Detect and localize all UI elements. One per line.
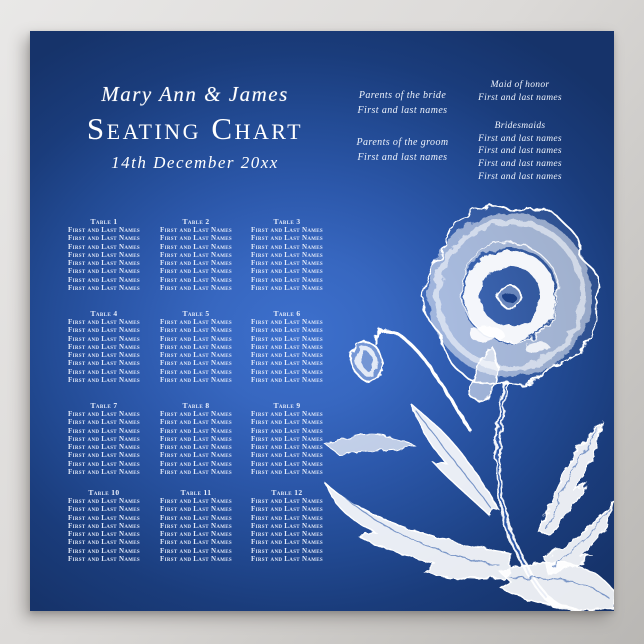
honor-roles-bridal-party bbox=[445, 79, 595, 199]
guest-name: First and Last Names bbox=[251, 242, 323, 251]
guest-name: First and Last Names bbox=[160, 259, 232, 268]
guest-name: First and Last Names bbox=[251, 267, 323, 276]
guest-name: First and Last Names bbox=[251, 250, 323, 259]
guest-name: First and Last Names bbox=[251, 434, 323, 443]
guest-name: First and Last Names bbox=[68, 434, 140, 443]
poppy-blade-leaf bbox=[325, 435, 416, 454]
guest-name: First and Last Names bbox=[160, 513, 232, 522]
poppy-pistil bbox=[499, 286, 521, 308]
guest-name: First and Last Names bbox=[251, 530, 323, 539]
guest-name: First and Last Names bbox=[160, 505, 232, 514]
couple-names: Mary Ann & James bbox=[101, 82, 289, 106]
poppy-highlight bbox=[526, 341, 550, 353]
table-label: Table 2 bbox=[182, 217, 210, 226]
table-block bbox=[240, 488, 334, 564]
seating-chart-poster bbox=[30, 31, 614, 611]
poppy-line-art bbox=[325, 206, 614, 610]
guest-name: First and Last Names bbox=[160, 376, 232, 385]
guest-name: First and Last Names bbox=[68, 242, 140, 251]
poster-title: Seating Chart bbox=[86, 111, 304, 146]
guest-name: First and Last Names bbox=[68, 234, 140, 243]
honor-role-name: First and last names bbox=[478, 158, 562, 169]
poppy-petal-hatching bbox=[448, 233, 572, 357]
guest-name: First and Last Names bbox=[251, 410, 323, 418]
guest-name: First and Last Names bbox=[251, 351, 323, 360]
guest-name: First and Last Names bbox=[251, 376, 323, 385]
guest-name: First and Last Names bbox=[251, 468, 323, 477]
guest-name: First and Last Names bbox=[68, 459, 140, 468]
honor-role-name: First and last names bbox=[478, 146, 562, 157]
table-label: Table 12 bbox=[271, 488, 303, 497]
guest-name: First and Last Names bbox=[160, 284, 232, 293]
table-label: Table 3 bbox=[273, 217, 301, 226]
honor-role-title: Parents of the bride bbox=[358, 90, 447, 101]
honor-role-name: First and last names bbox=[478, 92, 562, 103]
guest-name: First and Last Names bbox=[160, 555, 232, 564]
guest-name: First and Last Names bbox=[160, 250, 232, 259]
guest-name: First and Last Names bbox=[160, 226, 232, 234]
guest-name: First and Last Names bbox=[160, 459, 232, 468]
guest-name: First and Last Names bbox=[68, 359, 140, 368]
table-label: Table 9 bbox=[273, 401, 301, 410]
guest-name: First and Last Names bbox=[251, 418, 323, 427]
guest-name: First and Last Names bbox=[251, 259, 323, 268]
guest-name: First and Last Names bbox=[160, 334, 232, 343]
guest-name: First and Last Names bbox=[251, 555, 323, 564]
honor-role-name: First and last names bbox=[357, 152, 448, 163]
guest-name: First and Last Names bbox=[251, 226, 323, 234]
guest-name: First and Last Names bbox=[68, 410, 140, 418]
table-block bbox=[56, 309, 152, 401]
guest-name: First and Last Names bbox=[160, 497, 232, 505]
honor-role-title: Bridesmaids bbox=[494, 121, 546, 132]
poppy-inner-petals bbox=[462, 242, 559, 342]
guest-name: First and Last Names bbox=[160, 538, 232, 547]
guest-name: First and Last Names bbox=[251, 505, 323, 514]
guest-name: First and Last Names bbox=[68, 367, 140, 376]
honor-role-title: Parents of the groom bbox=[356, 137, 449, 148]
table-label: Table 1 bbox=[90, 217, 118, 226]
poppy-petal-outline bbox=[423, 206, 599, 386]
guest-name: First and Last Names bbox=[68, 334, 140, 343]
guest-name: First and Last Names bbox=[251, 443, 323, 452]
guest-name: First and Last Names bbox=[160, 546, 232, 555]
guest-name: First and Last Names bbox=[251, 234, 323, 243]
guest-name: First and Last Names bbox=[160, 367, 232, 376]
guest-name: First and Last Names bbox=[251, 342, 323, 351]
poppy-pod bbox=[470, 347, 497, 400]
table-label: Table 4 bbox=[90, 309, 118, 318]
guest-name: First and Last Names bbox=[68, 418, 140, 427]
guest-name: First and Last Names bbox=[160, 359, 232, 368]
table-block bbox=[152, 488, 240, 564]
guest-name: First and Last Names bbox=[160, 326, 232, 335]
guest-name: First and Last Names bbox=[160, 426, 232, 435]
guest-name: First and Last Names bbox=[68, 505, 140, 514]
guest-name: First and Last Names bbox=[68, 275, 140, 284]
guest-name: First and Last Names bbox=[68, 555, 140, 564]
honor-group bbox=[445, 120, 595, 183]
guest-name: First and Last Names bbox=[251, 426, 323, 435]
guest-name: First and Last Names bbox=[251, 367, 323, 376]
poppy-stamen-ring bbox=[472, 258, 548, 334]
poppy-eye bbox=[504, 293, 516, 303]
guest-name: First and Last Names bbox=[251, 459, 323, 468]
guest-name: First and Last Names bbox=[160, 468, 232, 477]
guest-name: First and Last Names bbox=[251, 284, 323, 293]
guest-name: First and Last Names bbox=[68, 318, 140, 326]
table-block bbox=[56, 488, 152, 564]
guest-name: First and Last Names bbox=[68, 443, 140, 452]
guest-name: First and Last Names bbox=[68, 546, 140, 555]
guest-name: First and Last Names bbox=[68, 538, 140, 547]
table-block bbox=[240, 401, 334, 488]
table-label: Table 6 bbox=[273, 309, 301, 318]
guest-name: First and Last Names bbox=[68, 530, 140, 539]
guest-name: First and Last Names bbox=[251, 275, 323, 284]
poppy-bud bbox=[347, 338, 387, 385]
table-block bbox=[240, 217, 334, 309]
guest-name: First and Last Names bbox=[251, 326, 323, 335]
poppy-leaves bbox=[325, 403, 614, 609]
poppy-stem bbox=[498, 383, 575, 610]
guest-name: First and Last Names bbox=[68, 284, 140, 293]
guest-name: First and Last Names bbox=[68, 513, 140, 522]
guest-name: First and Last Names bbox=[251, 513, 323, 522]
poppy-stipple-ring bbox=[434, 219, 586, 371]
guest-name: First and Last Names bbox=[160, 410, 232, 418]
table-block bbox=[240, 309, 334, 401]
guest-name: First and Last Names bbox=[160, 521, 232, 530]
guest-name: First and Last Names bbox=[68, 497, 140, 505]
guest-name: First and Last Names bbox=[160, 443, 232, 452]
table-label: Table 8 bbox=[182, 401, 210, 410]
honor-role-name: First and last names bbox=[478, 171, 562, 182]
guest-name: First and Last Names bbox=[68, 267, 140, 276]
guest-name: First and Last Names bbox=[68, 468, 140, 477]
guest-name: First and Last Names bbox=[160, 434, 232, 443]
guest-name: First and Last Names bbox=[251, 538, 323, 547]
guest-name: First and Last Names bbox=[160, 351, 232, 360]
guest-name: First and Last Names bbox=[68, 342, 140, 351]
guest-name: First and Last Names bbox=[160, 242, 232, 251]
table-block bbox=[56, 217, 152, 309]
guest-name: First and Last Names bbox=[68, 451, 140, 460]
table-grid bbox=[56, 217, 334, 564]
table-label: Table 11 bbox=[180, 488, 212, 497]
guest-name: First and Last Names bbox=[251, 359, 323, 368]
poppy-highlight bbox=[470, 325, 506, 342]
guest-name: First and Last Names bbox=[68, 259, 140, 268]
guest-name: First and Last Names bbox=[251, 521, 323, 530]
guest-name: First and Last Names bbox=[68, 226, 140, 234]
honor-role-name: First and last names bbox=[478, 133, 562, 144]
guest-name: First and Last Names bbox=[68, 250, 140, 259]
guest-name: First and Last Names bbox=[160, 342, 232, 351]
guest-name: First and Last Names bbox=[68, 426, 140, 435]
guest-name: First and Last Names bbox=[160, 318, 232, 326]
guest-name: First and Last Names bbox=[68, 521, 140, 530]
guest-name: First and Last Names bbox=[68, 326, 140, 335]
honor-group bbox=[445, 79, 595, 104]
poster-header bbox=[30, 81, 360, 173]
poppy-leaf-veins bbox=[335, 411, 610, 597]
guest-name: First and Last Names bbox=[160, 267, 232, 276]
wedding-date: 14th December 20xx bbox=[111, 153, 279, 172]
honor-role-title: Maid of honor bbox=[490, 80, 550, 90]
guest-name: First and Last Names bbox=[251, 318, 323, 326]
table-label: Table 5 bbox=[182, 309, 210, 318]
table-label: Table 7 bbox=[90, 401, 118, 410]
guest-name: First and Last Names bbox=[251, 546, 323, 555]
honor-role-name: First and last names bbox=[357, 105, 448, 116]
guest-name: First and Last Names bbox=[251, 334, 323, 343]
guest-name: First and Last Names bbox=[160, 275, 232, 284]
poppy-bud-hatch bbox=[356, 346, 379, 375]
guest-name: First and Last Names bbox=[251, 497, 323, 505]
guest-name: First and Last Names bbox=[68, 376, 140, 385]
guest-name: First and Last Names bbox=[160, 234, 232, 243]
guest-name: First and Last Names bbox=[251, 451, 323, 460]
guest-name: First and Last Names bbox=[68, 351, 140, 360]
table-block bbox=[152, 217, 240, 309]
table-label: Table 10 bbox=[88, 488, 120, 497]
table-block bbox=[152, 401, 240, 488]
poppy-stem-groove bbox=[498, 385, 546, 597]
poppy-bud-stalk bbox=[375, 330, 470, 430]
guest-name: First and Last Names bbox=[160, 451, 232, 460]
guest-name: First and Last Names bbox=[160, 530, 232, 539]
table-block bbox=[152, 309, 240, 401]
guest-name: First and Last Names bbox=[160, 418, 232, 427]
table-block bbox=[56, 401, 152, 488]
